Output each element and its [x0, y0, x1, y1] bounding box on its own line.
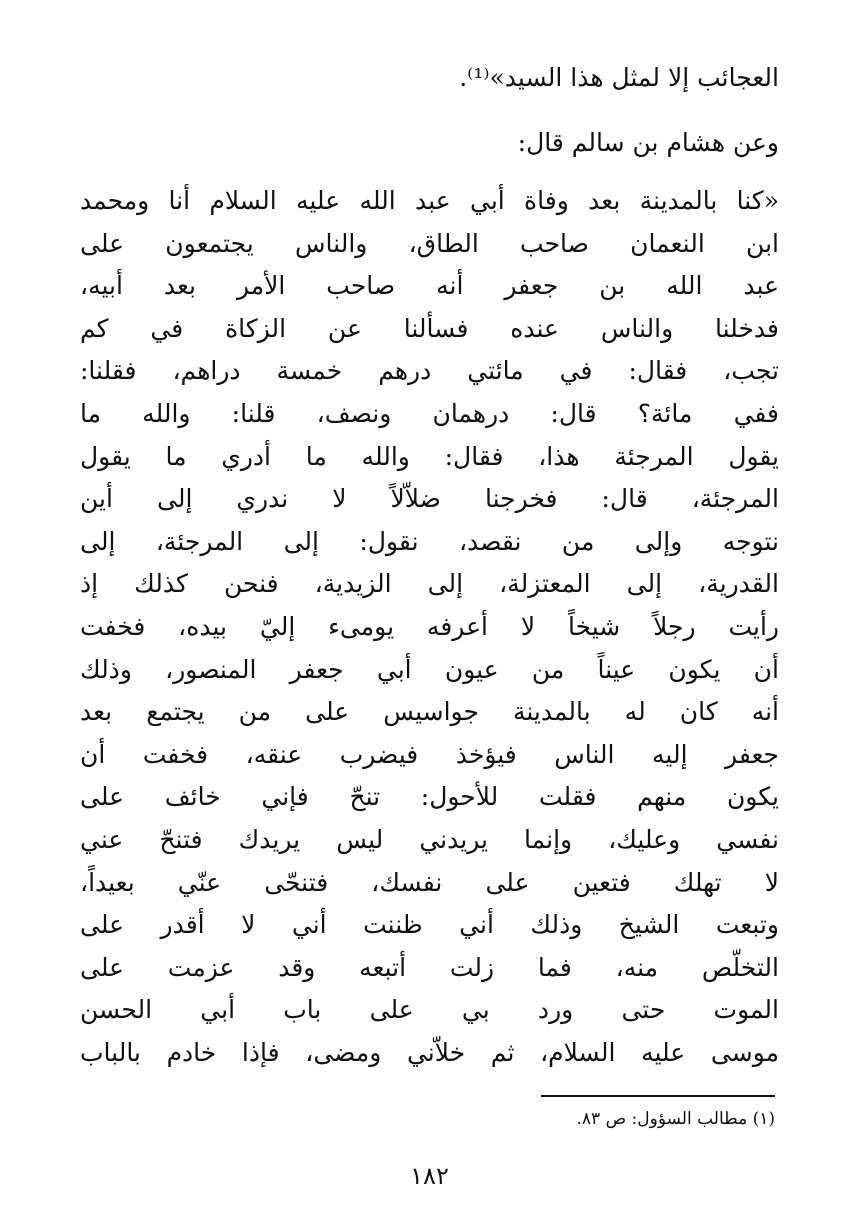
text-line: تجب، فقال: في مائتي درهم خمسة دراهم، فقلنا: [80, 356, 779, 386]
text-line: جعفر إليه الناس فيؤخذ فيضرب عنقه، فخفت أن [80, 739, 779, 769]
text-line: القدرية، إلى المعتزلة، إلى الزيدية، فنحن كذلك إذ [80, 569, 779, 599]
text-line: رأيت رجلاً شيخاً لا أعرفه يومىء إليّ بيده، فخفت [80, 611, 779, 641]
text-line: فدخلنا والناس عنده فسألنا عن الزكاة في كم [80, 313, 779, 343]
footnote-divider [541, 1095, 775, 1097]
quoted-narration [80, 180, 779, 1074]
text-line: وتبعت الشيخ وذلك أني ظننت أني لا أقدر على [80, 910, 779, 940]
text-line: أنه كان له بالمدينة جواسيس على من يجتمع بعد [80, 697, 779, 727]
text-line: نفسي وعليك، وإنما يريدني ليس يريدك فتنحّ عني [80, 824, 779, 854]
text-line: أن يكون عيناً من عيون أبي جعفر المنصور، وذلك [80, 654, 779, 684]
text-line: الموت حتى ورد بي على باب أبي الحسن [80, 995, 779, 1025]
text-line: يكون منهم فقلت للأحول: تنحّ فإني خائف على [80, 782, 779, 812]
text-line: التخلّص منه، فما زلت أتبعه وقد عزمت على [80, 952, 779, 982]
page-number: ١٨٢ [410, 1162, 449, 1190]
text-line: ابن النعمان صاحب الطاق، والناس يجتمعون على [80, 228, 779, 258]
text-line: موسى عليه السلام، ثم خلاّني ومضى، فإذا خادم بالباب [80, 1037, 779, 1067]
footnote: (١) مطالب السؤول: ص ٨٣. [576, 1109, 775, 1129]
text-line: يقول المرجئة هذا، فقال: والله ما أدري ما يقول [80, 441, 779, 471]
text-line: عبد الله بن جعفر أنه صاحب الأمر بعد أبيه، [80, 271, 779, 301]
narration-intro-line: وعن هشام بن سالم قال: [517, 128, 779, 157]
text-line: لا تهلك فتعين على نفسك، فتنحّى عنّي بعيداً، [80, 867, 779, 897]
text-line: المرجئة، قال: فخرجنا ضلاّلاً لا ندري إلى أين [80, 484, 779, 514]
text-line: «كنا بالمدينة بعد وفاة أبي عبد الله عليه السلام أنا ومحمد [80, 186, 779, 215]
text-line: نتوجه وإلى من نقصد، نقول: إلى المرجئة، إلى [80, 526, 779, 556]
text-line: ففي مائة؟ قال: درهمان ونصف، قلنا: والله ما [80, 398, 779, 428]
continuation-line: العجائب إلا لمثل هذا السيد»⁽¹⁾. [459, 63, 779, 92]
